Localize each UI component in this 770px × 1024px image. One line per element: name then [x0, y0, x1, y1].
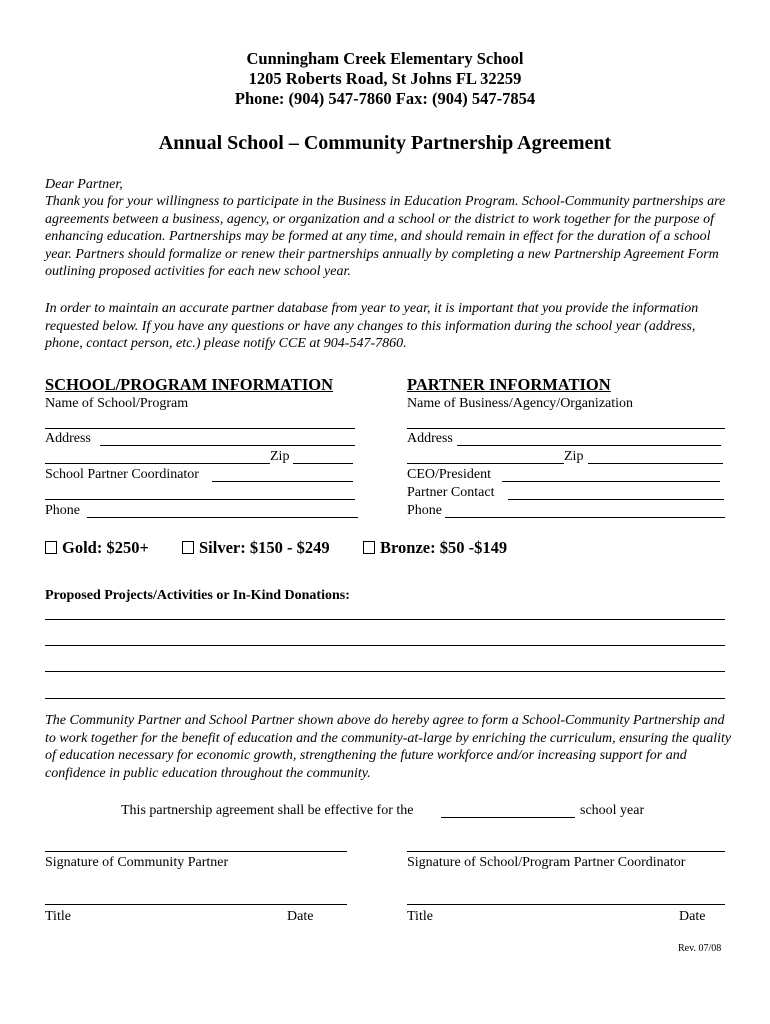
school-phone-field[interactable]: [87, 517, 358, 518]
community-partner-signature-field[interactable]: [45, 851, 347, 852]
projects-label: Proposed Projects/Activities or In-Kind Donations:: [45, 588, 350, 603]
partner-address-label: Address: [407, 431, 453, 446]
school-zip-field[interactable]: [293, 463, 353, 464]
level-bronze-option[interactable]: [363, 538, 507, 558]
silver-label: Silver: $150 - $249: [199, 538, 330, 557]
school-extra-field[interactable]: [45, 499, 355, 500]
school-coordinator-field[interactable]: [212, 481, 353, 482]
effective-year-field[interactable]: [441, 817, 575, 818]
agreement-text: The Community Partner and School Partner shown above do hereby agree to form a School-Community Partnership and to work together for the benefit of education and the community-at-large by enriching the curriculum, ensuring the quality of education necessary for economic growth, strengthening the future workforce and/or increasing support for and confidence in public education throughout the community.: [45, 713, 732, 781]
school-name-label: Name of School/Program: [45, 396, 189, 411]
level-silver-option[interactable]: [182, 538, 330, 558]
projects-line-2[interactable]: [45, 645, 725, 646]
community-partner-signature-label: Signature of Community Partner: [45, 855, 229, 870]
level-gold-option[interactable]: [45, 538, 149, 558]
school-coordinator-date-label: Date: [679, 909, 706, 924]
school-contact: Phone: (904) 547-7860 Fax: (904) 547-7854: [234, 89, 536, 108]
school-name-field[interactable]: [45, 428, 355, 429]
bronze-checkbox[interactable]: [363, 541, 375, 554]
partner-name-field[interactable]: [407, 428, 725, 429]
school-coordinator-label: School Partner Coordinator: [45, 467, 199, 482]
partner-zip-label: Zip: [564, 449, 584, 464]
partner-zip-field[interactable]: [588, 463, 723, 464]
page-title: Annual School – Community Partnership Agreement: [158, 132, 612, 154]
effective-suffix: school year: [580, 803, 645, 818]
school-address-label: Address: [45, 431, 91, 446]
school-phone-label: Phone: [45, 503, 80, 518]
school-coordinator-signature-field[interactable]: [407, 851, 725, 852]
partner-name-label: Name of Business/Agency/Organization: [407, 396, 634, 411]
projects-line-3[interactable]: [45, 671, 725, 672]
partner-ceo-field[interactable]: [502, 481, 720, 482]
projects-line-1[interactable]: [45, 619, 725, 620]
revision-note: Rev. 07/08: [678, 943, 722, 954]
school-coordinator-title-field[interactable]: [407, 904, 725, 905]
partner-address-line2-field[interactable]: [407, 463, 564, 464]
partner-contact-field[interactable]: [508, 499, 724, 500]
school-section-heading: SCHOOL/PROGRAM INFORMATION: [45, 375, 333, 394]
school-name: Cunningham Creek Elementary School: [246, 49, 524, 68]
silver-checkbox[interactable]: [182, 541, 194, 554]
partner-address-field[interactable]: [457, 445, 721, 446]
gold-checkbox[interactable]: [45, 541, 57, 554]
effective-prefix: This partnership agreement shall be effective for the: [121, 803, 414, 818]
partner-section-heading: PARTNER INFORMATION: [407, 375, 611, 394]
school-address: 1205 Roberts Road, St Johns FL 32259: [248, 69, 522, 88]
salutation: Dear Partner,: [45, 177, 123, 192]
school-address-line2-field[interactable]: [45, 463, 270, 464]
intro-paragraph-2: In order to maintain an accurate partner database from year to year, it is important that you provide the information requested below. If you have any questions or have any changes to this information during the school year (address, phone, contact person, etc.) please notify CCE at 904-547-7860.: [45, 301, 699, 352]
gold-label: Gold: $250+: [62, 538, 149, 557]
school-zip-label: Zip: [270, 449, 290, 464]
partner-contact-label: Partner Contact: [407, 485, 495, 500]
school-address-field[interactable]: [100, 445, 355, 446]
intro-paragraph-1: Thank you for your willingness to participate in the Business in Education Program. School-Community partnerships are agreements between a business, agency, or organization and a school or the district to work together for the purpose of enhancing education. Partnerships may be formed at any time, and should remain in effect for the duration of a school year. Partners should formalize or renew their partnerships annually by completing a new Partnership Agreement Form outlining proposed activities for each new school year.: [45, 194, 726, 280]
projects-line-4[interactable]: [45, 698, 725, 699]
partner-ceo-label: CEO/President: [407, 467, 491, 482]
school-coordinator-signature-label: Signature of School/Program Partner Coordinator: [407, 855, 686, 870]
school-coordinator-title-label: Title: [407, 909, 433, 924]
community-partner-date-label: Date: [287, 909, 314, 924]
bronze-label: Bronze: $50 -$149: [380, 538, 508, 557]
community-partner-title-field[interactable]: [45, 904, 347, 905]
partner-phone-label: Phone: [407, 503, 442, 518]
community-partner-title-label: Title: [45, 909, 71, 924]
partner-phone-field[interactable]: [445, 517, 725, 518]
